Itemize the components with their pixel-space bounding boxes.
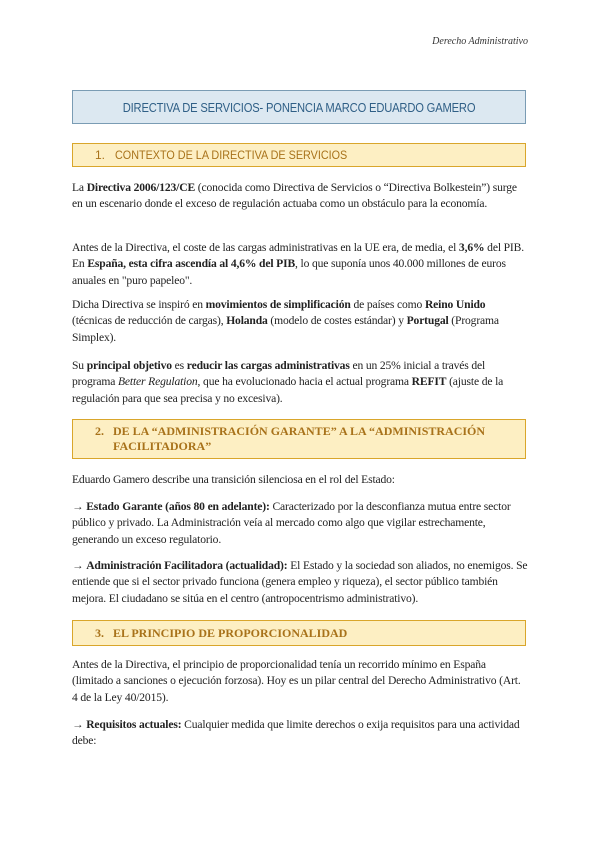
section-heading-1 bbox=[72, 143, 526, 167]
bold-text: España, esta cifra ascendía al 4,6% del PIB bbox=[87, 257, 296, 271]
text-run: Dicha Directiva se inspiró en bbox=[72, 298, 206, 311]
text-run: (técnicas de reducción de cargas), bbox=[72, 314, 227, 328]
text-run: en un 25% inicial a través del programa bbox=[72, 359, 486, 389]
section-heading-3 bbox=[72, 620, 526, 646]
paragraph bbox=[72, 240, 528, 289]
bold-text: Portugal bbox=[406, 314, 449, 328]
text-run: Su bbox=[72, 359, 87, 372]
bold-text: principal objetivo bbox=[86, 359, 172, 372]
section-number: 3. bbox=[95, 625, 104, 640]
paragraph bbox=[72, 717, 528, 750]
bold-text: movimientos de simplificación bbox=[205, 298, 351, 311]
text-run: , que ha evolucionado hacia el actual programa bbox=[197, 375, 412, 389]
bold-text: Holanda bbox=[226, 314, 268, 328]
text-run: → bbox=[72, 500, 87, 513]
bold-text: Directiva 2006/123/CE bbox=[86, 181, 196, 194]
section-title: EL PRINCIPIO DE PROPORCIONALIDAD bbox=[113, 625, 348, 640]
bold-text: REFIT bbox=[411, 375, 447, 389]
text-run: (modelo de costes estándar) y bbox=[267, 314, 407, 328]
text-run: (Programa Simplex). bbox=[72, 314, 499, 344]
section-number: 2. bbox=[95, 424, 104, 438]
text-run: , lo que suponía unos 40.000 millones de euros anuales en "puro papeleo". bbox=[72, 257, 506, 287]
bold-text: Administración Facilitadora (actualidad): bbox=[86, 559, 288, 572]
text-run: La bbox=[72, 181, 87, 194]
document-title: DIRECTIVA DE SERVICIOS- PONENCIA MARCO EDUARDO GAMERO bbox=[122, 99, 476, 115]
bold-text: Requisitos actuales: bbox=[86, 718, 182, 731]
bold-text: Reino Unido bbox=[424, 298, 486, 311]
text-run: de países como bbox=[350, 298, 425, 311]
section-heading-2 bbox=[72, 419, 526, 459]
bold-text: Estado Garante (años 80 en adelante): bbox=[86, 500, 270, 513]
paragraph bbox=[72, 297, 528, 346]
text-run: Cualquier medida que limite derechos o exija requisitos para una actividad debe: bbox=[72, 718, 520, 748]
bold-text: reducir las cargas administrativas bbox=[186, 359, 350, 372]
text-run: → bbox=[72, 559, 87, 572]
paragraph bbox=[72, 472, 528, 488]
text-run: Eduardo Gamero describe una transición silenciosa en el rol del Estado: bbox=[72, 473, 395, 486]
text-run: → bbox=[72, 718, 87, 731]
text-run: (conocida como Directiva de Servicios o “Directiva Bolkestein”) surge en un escenario donde el exceso de regulación actuaba como un obstáculo para la economía. bbox=[72, 181, 517, 211]
italic-text: Better Regulation bbox=[117, 375, 198, 389]
bold-text: 3,6% bbox=[458, 241, 485, 254]
text-run: Antes de la Directiva, el coste de las cargas administrativas en la UE era, de media, el bbox=[72, 241, 459, 254]
paragraph bbox=[72, 358, 528, 407]
text-run: (ajuste de la regulación para que sea precisa y no excesiva). bbox=[72, 375, 504, 405]
paragraph bbox=[72, 558, 528, 607]
text-run: Antes de la Directiva, el principio de proporcionalidad tenía un recorrido mínimo en España (limitado a sanciones o ejecución forzosa). Hoy es un pilar central del Derecho Administrativo (Art. 4 de la Ley 40/2015). bbox=[72, 658, 521, 704]
paragraph bbox=[72, 657, 528, 706]
document-title-box bbox=[72, 90, 526, 124]
paragraph bbox=[72, 499, 528, 548]
section-number: 1. bbox=[95, 148, 106, 162]
section-title: CONTEXTO DE LA DIRECTIVA DE SERVICIOS bbox=[115, 148, 348, 162]
text-run: es bbox=[171, 359, 187, 372]
running-header: Derecho Administrativo bbox=[432, 36, 528, 47]
text-run: Caracterizado por la desconfianza mutua entre sector público y privado. La Administración veía al mercado como algo que vigilar estrechamente, generando un exceso regulatorio. bbox=[72, 500, 511, 546]
paragraph bbox=[72, 180, 528, 213]
text-run: del PIB. En bbox=[72, 241, 524, 271]
text-run: El Estado y la sociedad son aliados, no enemigos. Se entiende que si el sector privado funciona (genera empleo y riqueza), el sector público también mejora. El ciudadano se sitúa en el centro (antropocentrismo administrativo). bbox=[72, 559, 528, 605]
section-title: DE LA “ADMINISTRACIÓN GARANTE” A LA “ADMINISTRACIÓN FACILITADORA” bbox=[113, 424, 486, 453]
